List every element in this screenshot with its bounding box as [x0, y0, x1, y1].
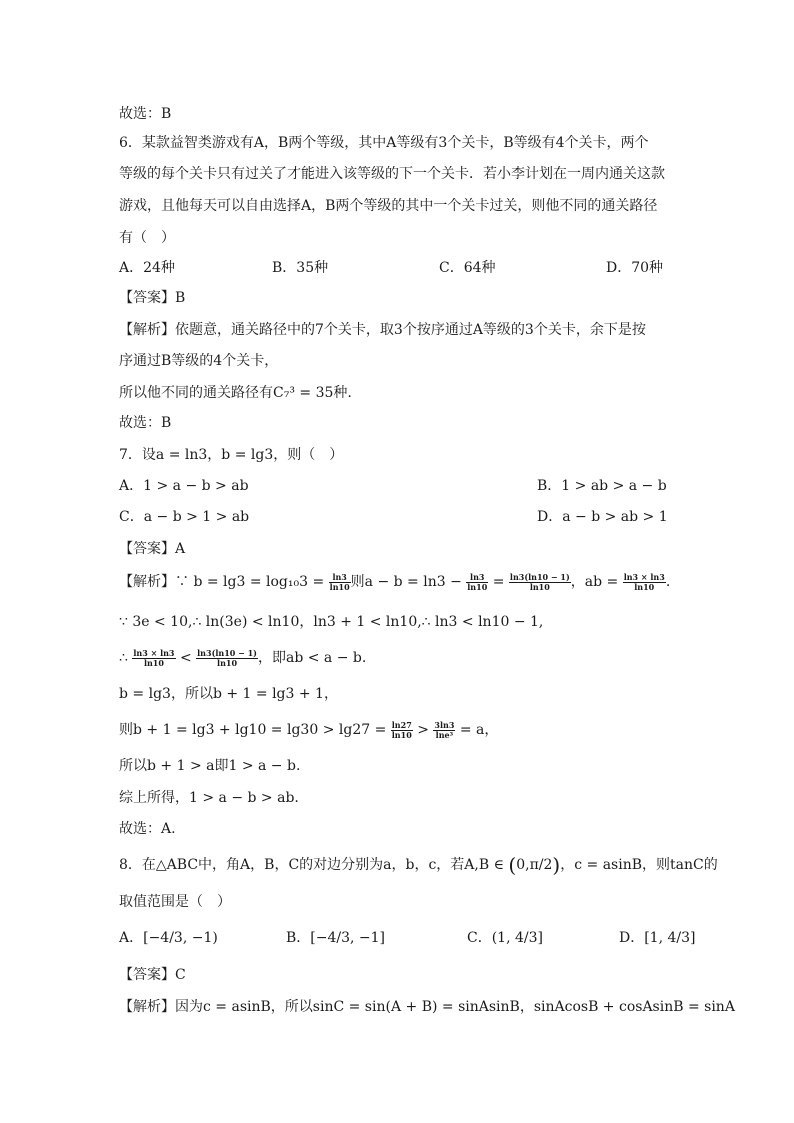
q7-analysis-line-7: 综上所得，1 > a − b > ab. [119, 790, 299, 806]
q8-option-a: A．[−4/3, −1) [119, 930, 218, 946]
q6-option-b: B．35种 [272, 260, 329, 276]
q8-option-c: C．(1, 4/3] [467, 930, 543, 946]
fraction [509, 573, 571, 592]
q7-option-b: B．1 > ab > a − b [537, 478, 667, 494]
q7-analysis-l5-suffix: = a， [459, 722, 499, 738]
q8-stem-line-1 [119, 855, 718, 875]
q6-option-d: D．70种 [606, 260, 664, 276]
q7-analysis-line-2: ∵ 3e < 10,∴ ln(3e) < ln10，ln3 + 1 < ln10,∴ ln3 < ln10 − 1, [119, 614, 544, 630]
q5-conclusion: 故选：B [119, 106, 172, 122]
numerator: ln3 × ln3 [133, 647, 175, 658]
q6-analysis-line-2: 序通过B等级的4个关卡， [119, 353, 279, 369]
q7-analysis-l1-ab: ，ab = [570, 574, 619, 590]
q6-answer: 【答案】B [119, 290, 186, 306]
denominator: ln10 [529, 581, 550, 592]
fraction [329, 573, 351, 592]
q8-stem-line-2: 取值范围是（ ） [119, 894, 231, 910]
q7-analysis-line-4: b = lg3，所以b + 1 = lg3 + 1， [119, 686, 338, 702]
q7-option-a: A．1 > a − b > ab [119, 478, 249, 494]
q6-stem-line-1: 6．某款益智类游戏有A，B两个等级，其中A等级有3个关卡，B等级有4个关卡，两个 [119, 135, 649, 151]
q6-stem-line-2: 等级的每个关卡只有过关了才能进入该等级的下一个关卡．若小李计划在一周内通关这款 [119, 166, 665, 182]
therefore-symbol: ∴ [119, 650, 128, 666]
denominator: ln10 [217, 657, 238, 668]
fraction [196, 649, 258, 668]
denominator: ln10 [391, 729, 412, 740]
denominator: lne³ [435, 729, 454, 740]
denominator: ln10 [143, 657, 164, 668]
q7-analysis-l3-suffix: ，即ab < a − b. [257, 650, 367, 666]
q8-stem-suffix: ，c = asinB，则tanC的 [560, 857, 718, 873]
q6-conclusion: 故选：B [119, 415, 172, 431]
denominator: ln10 [634, 581, 655, 592]
interval-open-paren: ( [508, 853, 517, 877]
q7-analysis-l1-prefix: 【解析】∵ b = lg3 = log₁₀3 = [119, 574, 325, 590]
q8-stem-prefix: 8．在△ABC中，角A，B，C的对边分别为a，b，c，若A,B ∈ [119, 857, 504, 873]
q8-option-b: B．[−4/3, −1] [286, 930, 386, 946]
q6-stem-line-4: 有（ ） [119, 230, 175, 246]
q8-option-d: D．[1, 4/3] [619, 930, 696, 946]
numerator: ln3 × ln3 [623, 571, 665, 582]
fraction [466, 573, 488, 592]
denominator: ln10 [467, 581, 488, 592]
q7-conclusion: 故选：A. [119, 821, 176, 837]
q7-option-c: C．a − b > 1 > ab [119, 509, 250, 525]
q7-analysis-line-6: 所以b + 1 > a即1 > a − b. [119, 758, 301, 774]
q7-option-d: D．a − b > ab > 1 [537, 509, 668, 525]
numerator: ln3 [466, 573, 488, 583]
q6-analysis-line-1: 【解析】依题意，通关路径中的7个关卡，取3个按序通过A等级的3个关卡，余下是按 [119, 322, 646, 338]
q6-result: 所以他不同的通关路径有C₇³ = 35种. [119, 385, 352, 401]
interval-close-paren: ) [552, 853, 561, 877]
fraction [391, 721, 413, 740]
numerator: 3ln3 [434, 719, 455, 730]
numerator: ln3(ln10 − 1) [197, 647, 257, 658]
q7-analysis-line-3: ∴ $\frac{\ln 3 \times \ln 3}{\ln 10}$ < $\frac{\ln 3(\ln 10 - 1)}{\ln 10}$ ，即ab < a − b. [119, 647, 367, 668]
fraction [132, 649, 175, 668]
q8-interval: 0,π/2 [516, 857, 553, 873]
q6-option-a: A．24种 [119, 260, 175, 276]
numerator: ln27 [391, 719, 412, 730]
q6-option-c: C．64种 [439, 260, 496, 276]
q7-analysis-line-5: 则b + 1 = lg3 + lg10 = lg30 > lg27 = $\frac{\ln 27}{\ln 10}$ > $\frac{3\ln 3}{\text{lne³}}$ = a， [119, 719, 499, 740]
q7-analysis-l1-mid: 则a − b = ln3 − [350, 574, 462, 590]
q7-stem: 7．设a = ln3，b = lg3，则（ ） [119, 447, 344, 463]
fraction [433, 721, 455, 740]
q8-analysis-line-1: 【解析】因为c = asinB，所以sinC = sin(A + B) = sinAsinB，sinAcosB + cosAsinB = sinA [119, 999, 735, 1015]
q7-answer: 【答案】A [119, 541, 186, 557]
fraction [623, 573, 666, 592]
denominator: ln10 [329, 581, 350, 592]
q6-stem-line-3: 游戏，且他每天可以自由选择A，B两个等级的其中一个关卡过关，则他不同的通关路径 [119, 198, 658, 214]
q7-analysis-line-1: 【解析】∵ b = lg3 = log₁₀3 = $\frac{\ln 3}{\ln 10}$ 则a − b = ln3 − $\frac{\ln 3}{\ln 10}$ = $\frac{\ln 3(\ln 10 - 1)}{\ln 10}$ ，ab = $\frac{\ln 3 \times \ln 3}{\ln 10}$ . [119, 571, 671, 592]
q8-answer: 【答案】C [119, 967, 186, 983]
q7-analysis-l5-prefix: 则b + 1 = lg3 + lg10 = lg30 > lg27 = [119, 722, 387, 738]
numerator: ln3(ln10 − 1) [509, 571, 570, 582]
numerator: ln3 [329, 573, 351, 583]
